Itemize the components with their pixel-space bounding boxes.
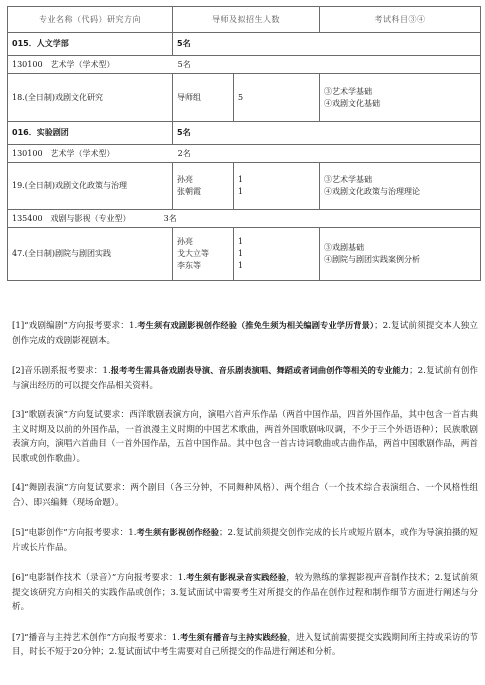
table-header-row xyxy=(8,7,481,33)
direction-row xyxy=(8,163,481,210)
note-paragraph: [4]“舞剧表演”方向复试要求：两个剧目（各三分钟，不同舞种风格）、两个组合（一个技术综合表演组合、一个风格性组合）、即兴编舞（现场命题）。 xyxy=(12,483,478,508)
note-paragraph: [3]“歌剧表演”方向复试要求：西洋歌剧表演方向，演唱六首声乐作品（两首中国作品，四首外国作品，其中包含一首古典主义时期及以前的外国作品，一首浪漫主义时期的中国艺术歌曲，两首外国歌剧咏叹调，不少于三个外语语种）；民族歌剧表演方向，演唱六首曲目（一首外国作品，五首中国作品。其中包含一首古诗词歌曲或古曲作品，两首中国歌剧作品，两首民歌或创作歌曲）。 xyxy=(12,410,478,464)
section-quota: 5名 xyxy=(173,122,481,145)
mentor-names: 孙亮 戈大立等 李东等 xyxy=(173,228,234,280)
section-title: 016．实验剧团 xyxy=(8,122,173,145)
major-quota: 3名 xyxy=(163,213,177,223)
note-paragraph: [2]音乐剧系报考要求：1.报考考生需具备戏剧表导演、音乐剧表演唱、舞蹈或者词曲创作等相关的专业能力；2.复试前有创作与演出经历的可以提交作品相关资料。 xyxy=(12,365,479,391)
note-paragraph: [1]“戏剧编剧”方向报考要求：1.考生须有戏剧影视创作经验（推免生须为相关编剧专业学历背景）；2.复试前须提交本人独立创作完成的戏剧影视剧本。 xyxy=(12,320,478,346)
mentor-quota: 5 xyxy=(238,92,244,102)
section-row xyxy=(8,33,481,56)
requirements-notes xyxy=(12,318,478,675)
major-name: 130100 艺术学（学术型） xyxy=(12,148,115,158)
major-row xyxy=(8,145,481,163)
header-subjects: 考试科目③④ xyxy=(320,7,481,33)
major-name: 135400 戏剧与影视（专业型） xyxy=(12,213,131,223)
major-row xyxy=(8,56,481,74)
note-paragraph: [5]“电影创作”方向报考要求：1.考生须有影视创作经验；2.复试前须提交创作完成的长片或短片剧本，或作为导演拍摄的短片或长片作品。 xyxy=(12,527,478,553)
note-paragraph: [6]“电影制作技术（录音）”方向报考要求：1.考生须有影视录音实践经验，较为熟练的掌握影视声音制作技术；2.复试前须提交该研究方向相关的实践作品或创作；3.复试面试中需要考生对所提交的作品在创作过程和制作细节方面进行阐述与分析。 xyxy=(12,572,478,612)
exam-subjects: ③艺术学基础 ④戏剧文化政策与治理理论 xyxy=(320,163,481,210)
exam-subjects: ③艺术学基础 ④戏剧文化基础 xyxy=(320,74,481,122)
exam-subjects: ③戏剧基础 ④剧院与剧团实践案例分析 xyxy=(320,228,481,281)
major-quota: 5名 xyxy=(177,59,191,69)
direction-name: 18.(全日制)戏剧文化研究 xyxy=(8,74,173,122)
direction-row xyxy=(8,228,481,281)
header-major: 专业名称（代码）研究方向 xyxy=(8,7,173,33)
direction-name: 47.(全日制)剧院与剧团实践 xyxy=(8,228,173,281)
note-paragraph: [7]“播音与主持艺术创作”方向报考要求：1.考生须有播音与主持实践经验，进入复试前需要提交实践期间所主持或采访的节目，时长不短于20分钟；2.复试面试中考生需要对自己所提交的作品进行阐述和分析。 xyxy=(12,631,478,657)
direction-row xyxy=(8,74,481,122)
section-row xyxy=(8,122,481,145)
major-row xyxy=(8,210,481,228)
mentor-names: 孙亮 张朝霞 xyxy=(173,163,234,209)
section-title: 015．人文学部 xyxy=(8,33,173,56)
major-name: 130100 艺术学（学术型） xyxy=(12,59,115,69)
direction-name: 19.(全日制)戏剧文化政策与治理 xyxy=(8,163,173,210)
mentor-names: 导师组 xyxy=(173,74,234,121)
mentor-quota: 1 1 xyxy=(238,175,244,196)
mentor-quota: 1 1 1 xyxy=(238,237,244,270)
catalog-table xyxy=(7,6,481,281)
major-quota: 2名 xyxy=(177,148,191,158)
header-mentors: 导师及拟招生人数 xyxy=(173,7,320,33)
section-quota: 5名 xyxy=(173,33,481,56)
